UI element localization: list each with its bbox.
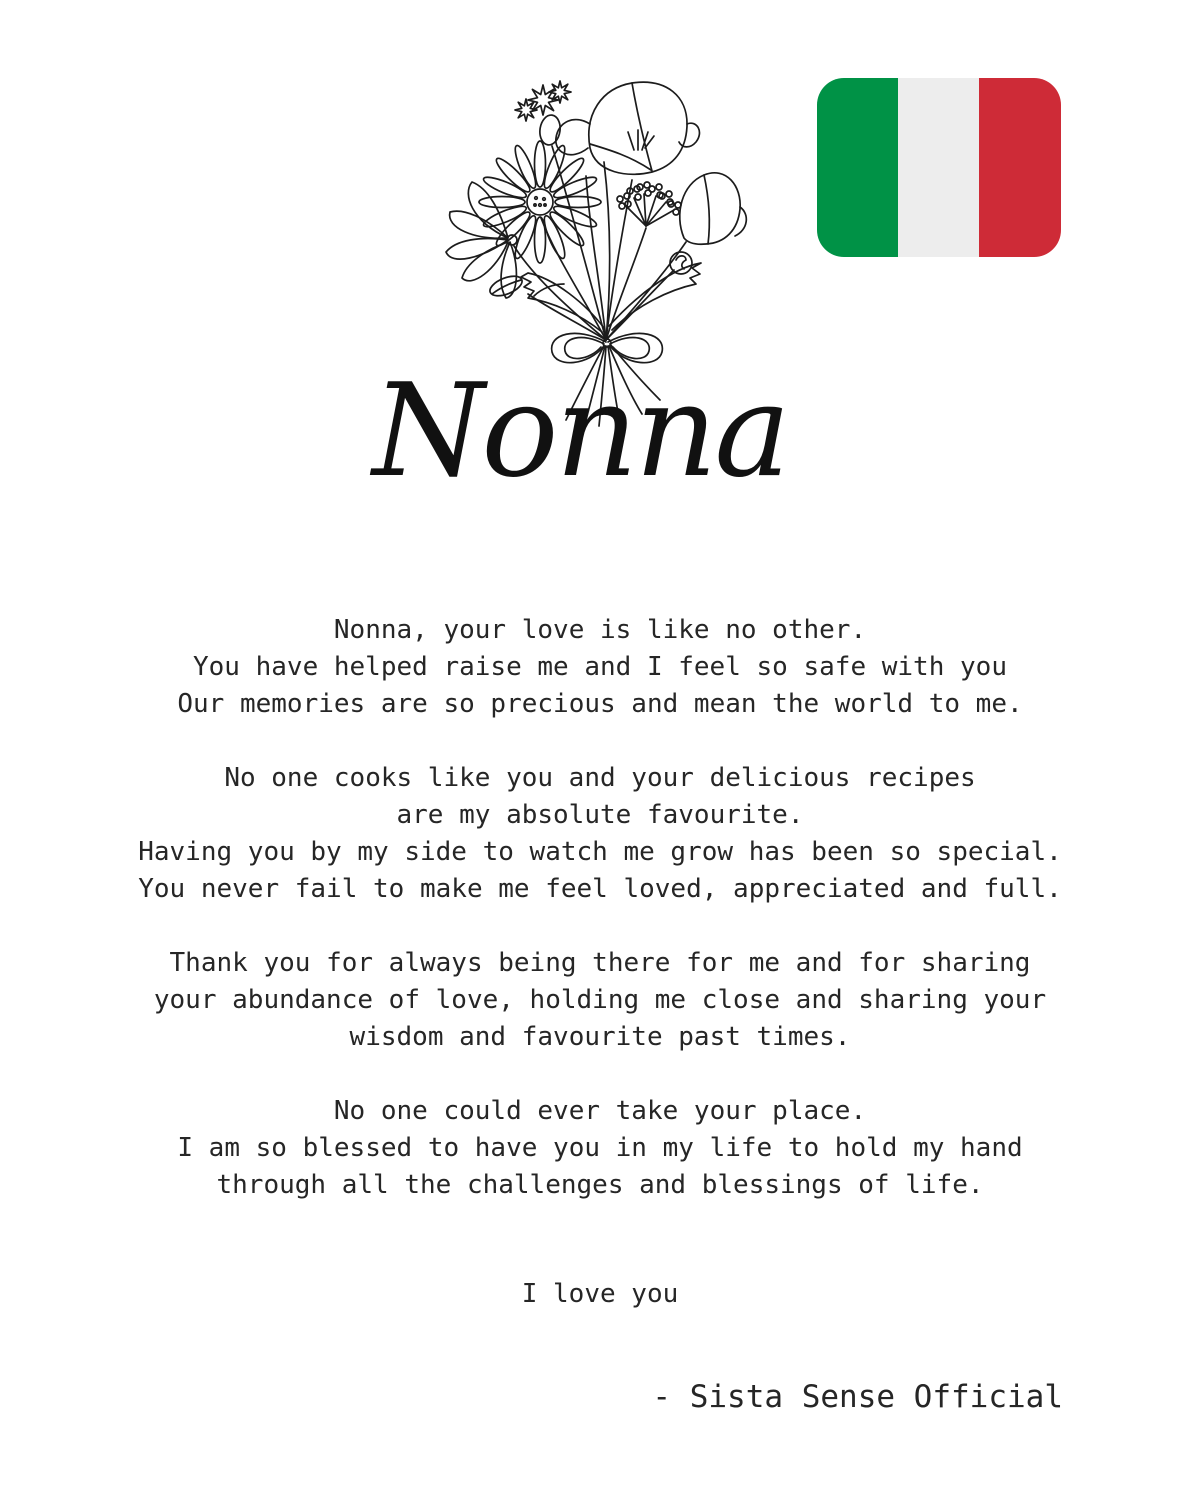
flag-red-band	[979, 78, 1061, 257]
poem-line: You have helped raise me and I feel so safe with you	[193, 652, 1007, 682]
poppy-bud-side	[680, 173, 747, 244]
poem-line: I am so blessed to have you in my life to hold my hand	[177, 1133, 1023, 1163]
poem-stanza	[0, 760, 1200, 908]
poem-line: No one could ever take your place.	[333, 1096, 867, 1126]
italy-flag-icon	[817, 78, 1061, 257]
poem-line: through all the challenges and blessings of life.	[216, 1170, 984, 1200]
cornflower	[515, 81, 571, 146]
flag-green-band	[817, 78, 900, 257]
poem-body	[0, 612, 1200, 1241]
poem-stanza	[0, 612, 1200, 723]
poem-line: No one cooks like you and your delicious recipes	[224, 763, 976, 793]
daisy-flower	[479, 141, 601, 263]
flag-white-band	[898, 78, 981, 257]
page-title: Nonna	[372, 357, 788, 506]
poem-line: wisdom and favourite past times.	[349, 1022, 851, 1052]
poem-line: Nonna, your love is like no other.	[333, 615, 867, 645]
poem-line: Our memories are so precious and mean the world to me.	[177, 689, 1023, 719]
poem-stanza	[0, 945, 1200, 1056]
poem-line: your abundance of love, holding me close and sharing your	[153, 985, 1047, 1015]
poem-line: You never fail to make me feel loved, appreciated and full.	[138, 874, 1062, 904]
attribution: - Sista Sense Official	[652, 1379, 1063, 1415]
poem-line: Thank you for always being there for me and for sharing	[169, 948, 1031, 978]
poem-stanza	[0, 1093, 1200, 1204]
umbel-flower-cluster	[617, 182, 681, 226]
poem-line: Having you by my side to watch me grow has been so special.	[138, 837, 1062, 867]
poem-line: are my absolute favourite.	[396, 800, 804, 830]
round-bud	[670, 252, 692, 274]
closing-line: I love you	[521, 1279, 679, 1309]
